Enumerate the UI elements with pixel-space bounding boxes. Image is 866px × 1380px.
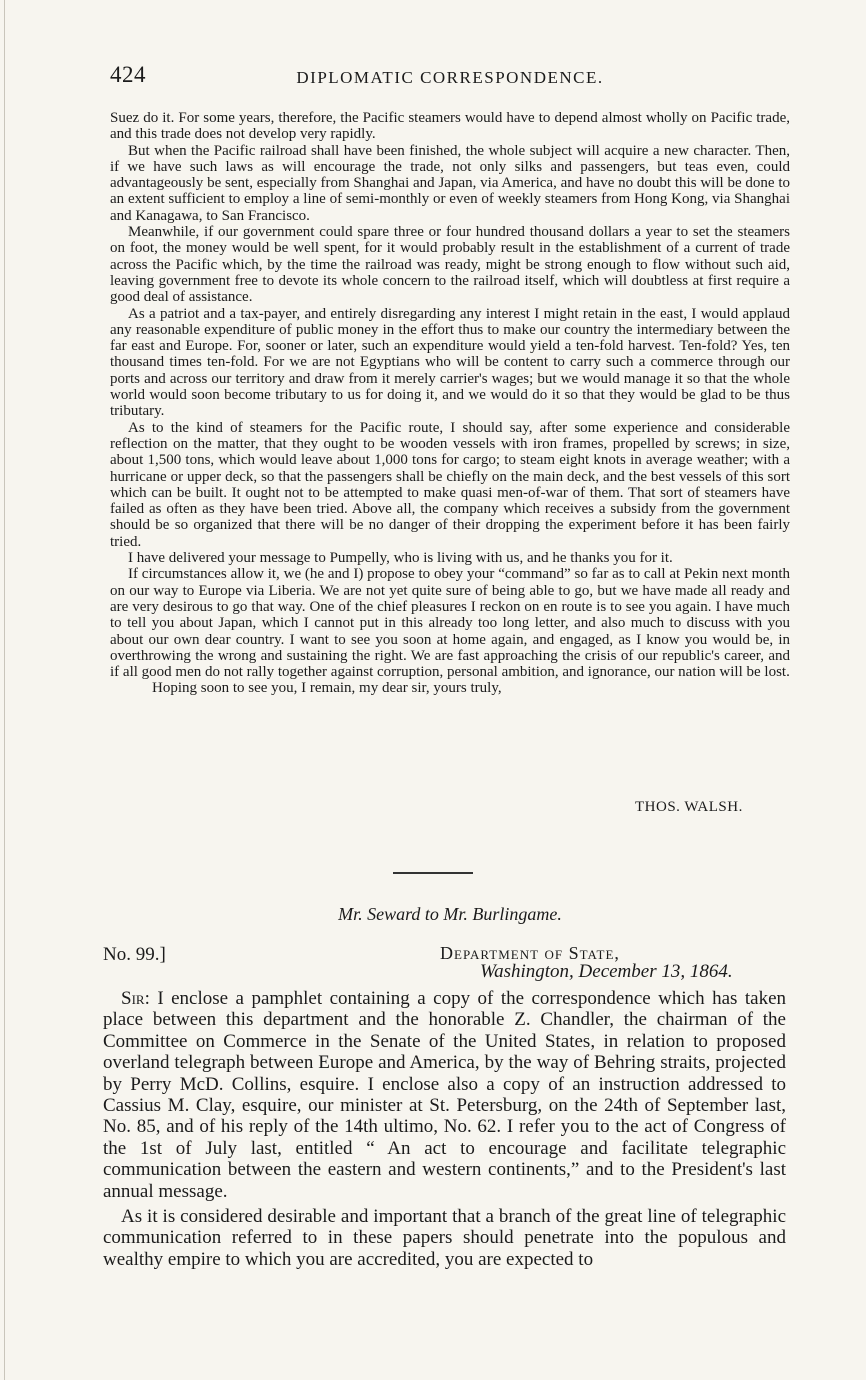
signature: THOS. WALSH. — [635, 799, 743, 815]
department-line: Department of State, — [440, 943, 620, 963]
letter-title: Mr. Seward to Mr. Burlingame. — [338, 904, 562, 924]
page-number: 424 — [110, 62, 146, 87]
dateline: Washington, December 13, 1864. — [480, 961, 733, 982]
section-divider — [393, 872, 473, 874]
dispatch-number: No. 99.] — [103, 944, 166, 965]
paragraph-text: I enclose a pamphlet containing a copy of the correspondence which has taken place between this department and the honorable Z. Chandler, the chairman of the Committee on Commerce in the Senate of the United States, in relation to proposed overland telegraph between Europe and America, by the way of Behring straits, projected by Perry McD. Collins, esquire. I enclose also a copy of an instruction addressed to Cassius M. Clay, esquire, our minister at St. Petersburg, on the 24th of September last, No. 85, and of his reply of the 14th ultimo, No. 62. I refer you to the act of Congress of the 1st of July last, entitled “ An act to encourage and facilitate telegraphic communication between the eastern and western continents,” and to the President's last annual message. — [103, 988, 786, 1202]
paragraph: As it is considered desirable and important that a branch of the great line of telegraphic communication referred to in these papers should penetrate into the populous and wealthy empire to which you are accredited, you are expected to — [103, 1206, 786, 1270]
paragraph: As a patriot and a tax-payer, and entirely disregarding any interest I might retain in the east, I would applaud any reasonable expenditure of public money in the effort thus to make our country the intermediary between the far east and Europe. For, sooner or later, such an expenditure would yield a ten-fold harvest. Ten-fold? Yes, ten thousand times ten-fold. For we are not Egyptians who will be content to carry such a commerce through our ports and across our territory and draw from it merely carrier's wages; but we would manage it so that the whole world would soon become tributary to us for doing it, and we would do it so that they would be glad to be thus tributary. — [110, 305, 790, 420]
page-edge — [4, 0, 5, 1380]
paragraph: I have delivered your message to Pumpelly, who is living with us, and he thanks you for it. — [128, 550, 673, 567]
paragraph: If circumstances allow it, we (he and I) propose to obey your “command” so far as to call at Pekin next month on our way to Europe via Liberia. We are not yet quite sure of being able to go, but we have made all ready and are very desirous to go that way. One of the chief pleasures I reckon on en route is to see you again. I have much to tell you about Japan, which I cannot put in this already too long letter, and also much to discuss with you about our own dear country. I want to see you soon at home again, and engaged, as I know you would be, in overthrowing the wrong and sustaining the right. We are fast approaching the crisis of our republic's career, and if all good men do not rally together against corruption, personal ambition, and ignorance, our nation will be lost. — [110, 566, 790, 681]
paragraph — [103, 988, 786, 1202]
paragraph: As to the kind of steamers for the Pacific route, I should say, after some experience and considerable reflection on the matter, that they ought to be wooden vessels with iron frames, propelled by screws; in size, about 1,500 tons, which would leave about 1,000 tons for cargo; to steam eight knots in average weather; with a hurricane or upper deck, so that the passengers shall be chiefly on the main deck, and the best vessels of this sort which can be built. It ought not to be attempted to make quasi men-of-war of them. That sort of steamers have failed as often as they have been tried. Above all, the company which receives a subsidy from the government should be so organized that there will be no danger of their dropping the experiment before it has been fairly tried. — [110, 419, 790, 550]
letter-seward-body — [103, 988, 786, 1270]
paragraph: Meanwhile, if our government could spare three or four hundred thousand dollars a year to set the steamers on foot, the money would be well spent, for it would probably result in the establishment of a current of trade across the Pacific which, by the time the railroad was ready, might be strong enough to flow without such aid, leaving government free to devote its whole concern to the railroad itself, which will doubtless at first require a good deal of assistance. — [110, 224, 790, 306]
closing-line: Hoping soon to see you, I remain, my dear sir, yours truly, — [152, 680, 502, 697]
letter-walsh-body — [110, 110, 790, 697]
salutation: Sir: — [121, 988, 150, 1009]
paragraph: Suez do it. For some years, therefore, the Pacific steamers would have to depend almost wholly on Pacific trade, and this trade does not develop very rapidly. — [110, 110, 790, 143]
running-title: DIPLOMATIC CORRESPONDENCE. — [296, 68, 604, 87]
page-header — [110, 62, 790, 92]
paragraph: But when the Pacific railroad shall have been finished, the whole subject will acquire a new character. Then, if we have such laws as will encourage the trade, not only silks and passengers, but teas even, could advantageously be sent, especially from Shanghai and Japan, via America, and have no doubt this will be done to an extent sufficient to employ a line of semi-monthly or even of weekly steamers from Hong Kong, via Shanghai and Kanagawa, to San Francisco. — [110, 142, 790, 224]
